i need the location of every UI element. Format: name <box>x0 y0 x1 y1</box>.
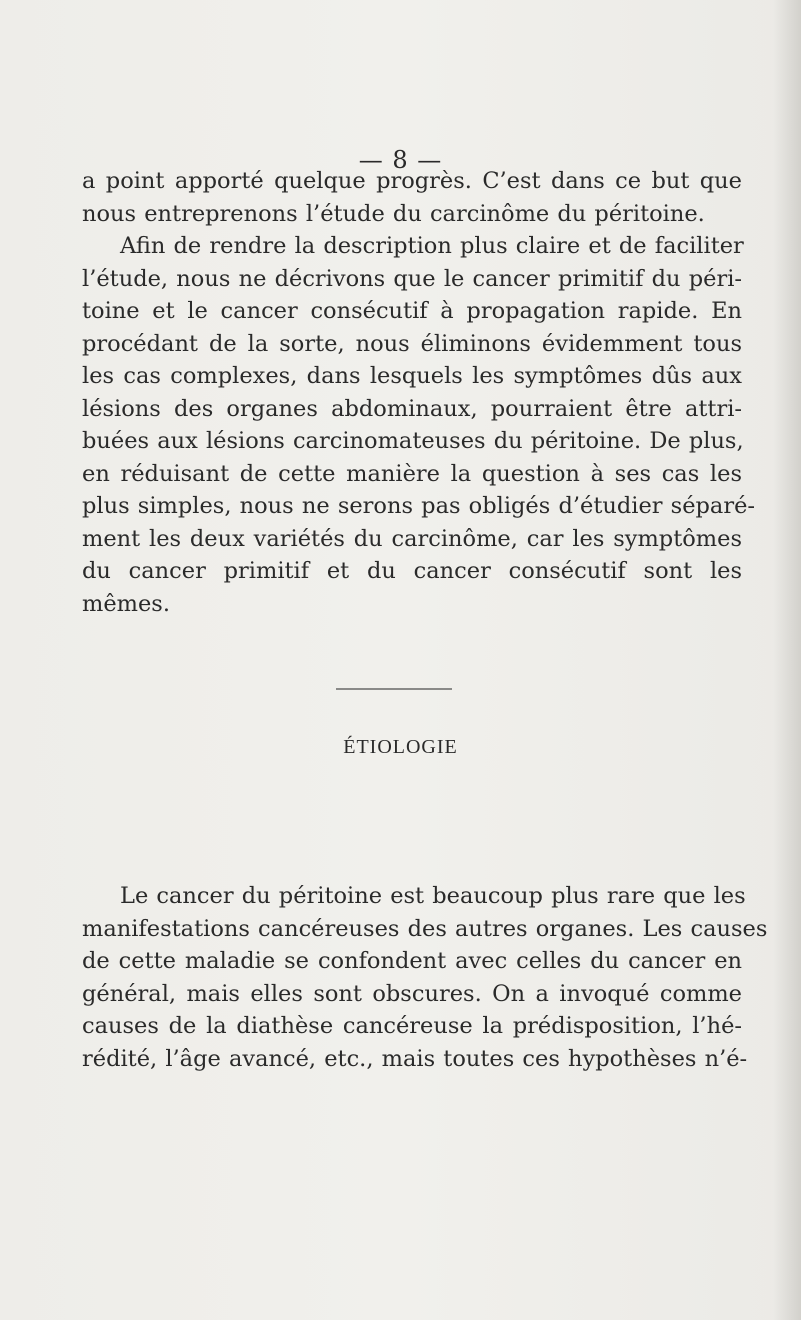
text-line: toine et le cancer consécutif à propagation rapide. En <box>82 298 742 324</box>
page-edge-shadow <box>773 0 801 1320</box>
text-line: les cas complexes, dans lesquels les symptômes dûs aux <box>82 363 742 389</box>
text-line: mêmes. <box>82 590 171 617</box>
section-divider-rule <box>336 688 452 690</box>
page-number: — 8 — <box>358 146 443 174</box>
text-line: général, mais elles sont obscures. On a invoqué comme <box>82 980 742 1007</box>
text-line: causes de la diathèse cancéreuse la prédisposition, l’hé- <box>82 1013 742 1039</box>
text-line: Afin de rendre la description plus claire et de faciliter <box>120 233 744 259</box>
paragraph-continued <box>82 165 742 230</box>
paragraph-method <box>82 230 756 620</box>
paragraph-etiology <box>82 880 768 1075</box>
section-title: ÉTIOLOGIE <box>343 736 458 758</box>
text-line: ment les deux variétés du carcinôme, car les symptômes <box>82 525 742 552</box>
text-line: de cette maladie se confondent avec celles du cancer en <box>82 948 742 974</box>
text-line: buées aux lésions carcinomateuses du péritoine. De plus, <box>82 428 744 454</box>
show-through-ink <box>118 766 718 792</box>
text-line: procédant de la sorte, nous éliminons évidemment tous <box>82 330 742 357</box>
text-line: Le cancer du péritoine est beaucoup plus rare que les <box>120 883 746 909</box>
text-line: lésions des organes abdominaux, pourraient être attri- <box>82 395 742 422</box>
text-line: a point apporté quelque progrès. C’est dans ce but que <box>82 168 742 194</box>
text-line: plus simples, nous ne serons pas obligés d’étudier séparé- <box>82 493 756 519</box>
text-line: l’étude, nous ne décrivons que le cancer primitif du péri- <box>82 265 742 292</box>
text-line: du cancer primitif et du cancer consécutif sont les <box>82 558 742 584</box>
text-line: rédité, l’âge avancé, etc., mais toutes ces hypothèses n’é- <box>82 1045 748 1072</box>
text-line: en réduisant de cette manière la question à ses cas les <box>82 460 742 487</box>
text-line: nous entreprenons l’étude du carcinôme du péritoine. <box>82 200 705 227</box>
text-line: manifestations cancéreuses des autres organes. Les causes <box>82 915 768 942</box>
